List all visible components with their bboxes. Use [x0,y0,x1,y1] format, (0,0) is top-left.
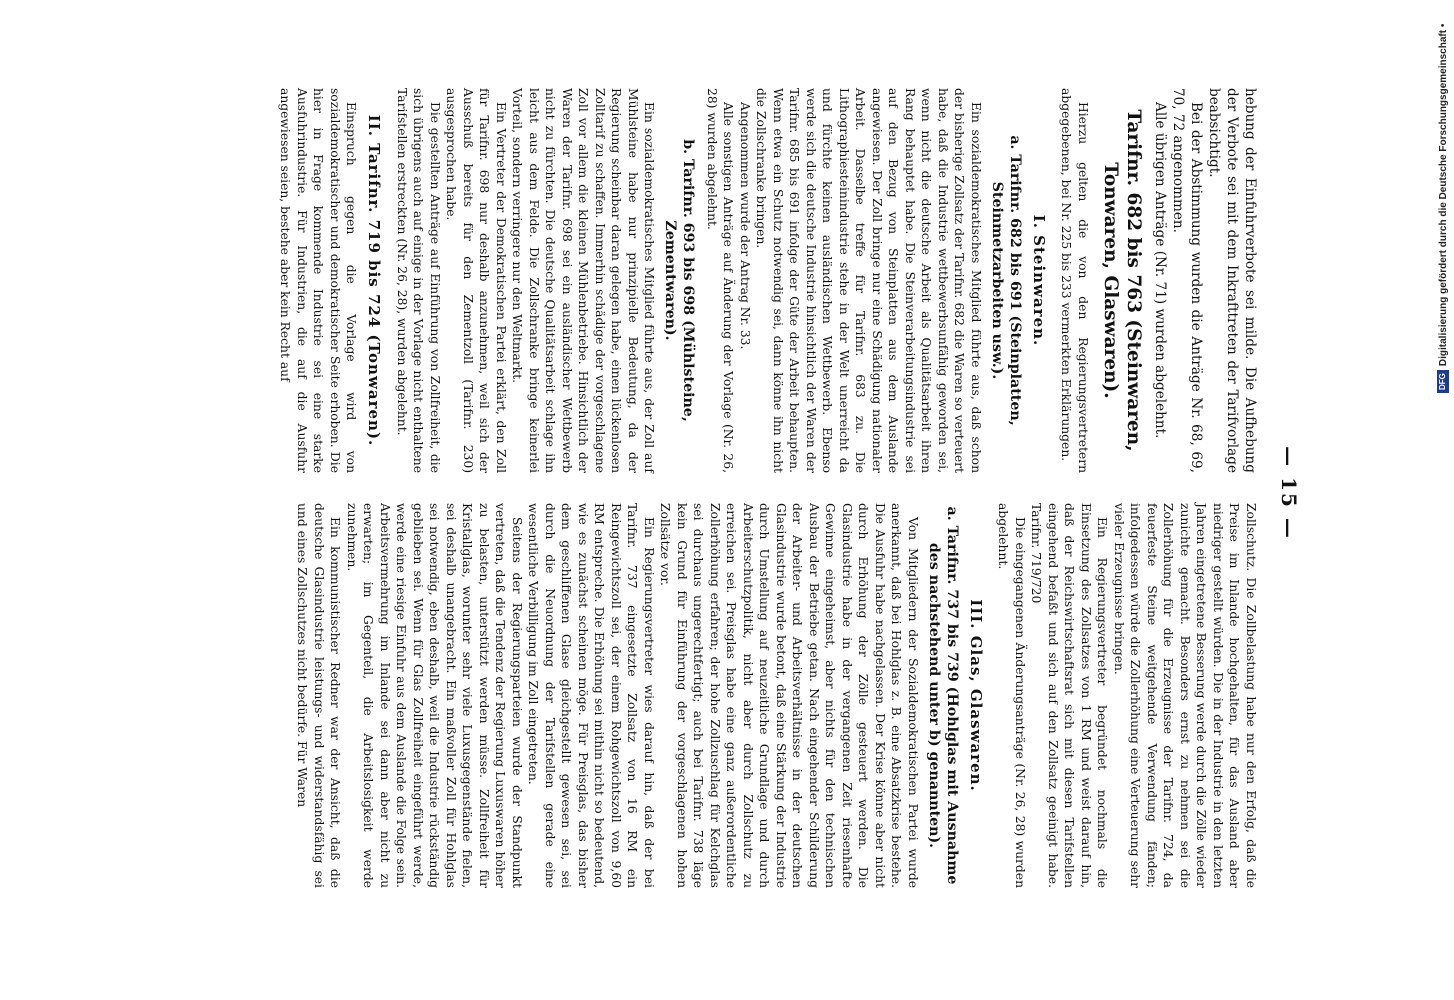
section-heading: III. Glas, Glaswaren. [967,599,985,792]
paragraph: Die eingegangenen Änderungsanträge (Nr. 26, 28) wurden abgelehnt. [996,503,1027,888]
paragraph: Einspruch gegen die Vorlage wird von sozialdemokratischer und demokratischer Seite erhoben. Die hier in Frage kommende Industrie sei eine starke Ausfuhrindustrie. Für Industrien, die auf die Ausfuhr angewiesen seien, bestehe aber kein Recht auf [278,88,359,473]
subsection-heading: b. Tarifnr. 693 bis 698 (Mühlsteine, Zementwaren). [662,139,697,422]
section-heading: Tarifnr. 682 bis 763 (Steinwaren, Tonwaren, Glaswaren). [1099,109,1144,452]
paragraph: Ein Vertreter der Demokratischen Partei erklärt, den Zoll für Tarifnr. 698 nur deshalb anzunehmen, weil sich der Ausschuß bereits für den Zementzoll (Tarifnr. 230) ausgesprochen habe. [444,88,508,473]
subsection-heading: a. Tarifnr. 737 bis 739 (Hohlglas mit Ausnahme des nachstehend unter b) genannten). [925,506,960,885]
section-heading: II. Tarifnr. 719 bis 724 (Tonwaren). [365,114,384,447]
digitization-notice [1414,8,1449,393]
paragraph: Hierzu gelten die von den Regierungsvertretern abgegebenen, bei Nr. 225 bis 233 vermerkten Erklärungen. [1059,88,1090,473]
paragraph: Ein kommunistischer Redner war der Ansicht, daß die deutsche Glasindustrie leistungs- und widerstandsfähig sei und eines Zollschutzes nicht bedürfe. Für Waren [295,503,343,888]
paragraph: Ein sozialdemokratisches Mitglied führte aus, der Zoll auf Mühlsteine habe nur prinzipielle Bedeutung, da der Regierung scheinbar daran gelegen habe, einen lückenlosen Zolltarif zu schaffen. Immerhin schädige der vorgeschlagene Zoll vor allem die kleinen Mühlenbetriebe. Hinsichtlich der Waren der Tarifnr. 698 sei ein ausländischer Wettbewerb nicht zu fürchten. Die deutsche Qualitätsarbeit schlage ihn leicht aus dem Felde. Die Zollschranke bringe keinerlei Vorteil, sondern verringere nur den Weltmarkt. [510,88,657,473]
paragraph: hebung der Einfuhrverbote sei milde. Die Aufhebung der Verbote sei mit dem Inkrafttreten der Tarifvorlage beabsichtigt. [1205,88,1258,473]
paragraph: Zollschutz. Die Zollbelastung habe nur den Erfolg, daß die Preise im Inlande hochgehalten, für das Ausland aber niedriger gestellt würden. Die in der Industrie in den letzten Jahren eingetretene Besserung werde durch die Zölle wieder zunichte gemacht. Besonders ernst zu nehmen sei die Zollerhöhung für die Erzeugnisse der Tarifnr. 724, da feuerfeste Steine weitgehende Verwendung fänden; infolgedessen würde die Zollerhöhung eine Verteuerung sehr vieler Erzeugnisse bringen. [1112,503,1258,888]
paragraph: Die gestellten Anträge auf Einführung von Zollfreiheit, die sich übrigens auch auf einige in der Vorlage nicht enthaltene Tarifstellen erstreckten (Nr. 26, 28), wurden abgelehnt. [394,88,442,473]
paragraph: Bei der Abstimmung wurden die Anträge Nr. 68, 69, 70, 72 angenommen. [1169,88,1204,473]
paragraph: Seitens der Regierungsparteien wurde der Standpunkt vertreten, daß die Tendenz der Regierung Luxuswaren höher zu belasten, unterstützt werden müsse. Zollfreiheit für Kristallglas, worunter sehr viele Luxusgegenstände fielen, sei deshalb unangebracht. Ein maßvoller Zoll für Hohlglas sei notwendig, eben deshalb, weil die Industrie rückständig geblieben sei. Wenn für Glas Zollfreiheit eingeführt werde, werde eine riesige Einfuhr aus dem Auslande die Folge sein. Arbeitsvermehrung im Inlande sei dann aber nicht zu erwarten; im Gegenteil, die Arbeitslosigkeit werde zunehmen. [344,503,524,888]
left-column [277,88,1259,473]
page-number: — 15 — [1277,446,1301,540]
section-heading: I. Steinwaren. [1029,214,1048,347]
paragraph: Von Mitgliedern der Sozialdemokratischen Partei wurde anerkannt, daß bei Hohlglas z. B. eine Absatzkrise bestehe. Die Ausfuhr habe nachgelassen. Der Krise könne aber nicht durch Erhöhung der Zölle gesteuert werden. Die Glasindustrie habe in der vergangenen Zeit riesenhafte Gewinne eingeheimst, aber nichts für den technischen Ausbau der Betriebe getan. Nach eingehender Schilderung der Arbeiter- und Arbeitsverhältnisse in der deutschen Glasindustrie wurde betont, daß eine Stärkung der Industrie durch Umstellung auf neuzeitliche Grundlage und durch Arbeiterschutzpolitik, nicht aber durch Zollschutz zu erreichen sei. Preisglas habe eine ganz außerordentliche Zollerhöhung erfahren; der hohe Zollzuschlag für Kelchglas sei durchaus ungerechtfertigt; auch bei Tarifnr. 738 läge kein Grund für Einführung der vorgeschlagenen hohen Zollsätze vor. [658,503,920,888]
paragraph: Ein sozialdemokratisches Mitglied führte aus, daß schon der bisherige Zollsatz der Tarifnr. 682 die Waren so verteuert habe, daß die Industrie wettbewerbsunfähig geworden sei, wenn nicht die deutsche Arbeit als Qualitätsarbeit ihren Rang behauptet habe. Die Steinverarbeitungsindustrie sei auf den Bezug von Steinplatten aus dem Auslande angewiesen. Der Zoll bringe nur eine Schädigung nationaler Arbeit. Dasselbe treffe für Tarifnr. 683 zu. Die Lithographiesteinindustrie stehe in der Welt unerreicht da und fürchte keinen ausländischen Wettbewerb. Ebenso werde sich die deutsche Industrie hinsichtlich der Waren der Tarifnr. 685 bis 691 infolge der Güte der Arbeit behaupten. Wenn etwa ein Schutz notwendig sei, dann könne ihn nicht die Zollschranke bringen. [754,88,983,473]
paragraph: Angenommen wurde der Antrag Nr. 33. [737,102,752,350]
digitization-text: Digitalisierung gefördert durch die Deutsche Forschungsgemeinschaft • [1438,23,1449,367]
paragraph: Alle sonstigen Anträge auf Änderung der Vorlage (Nr. 26, 28) wurden abgelehnt. [704,88,736,473]
document-page [101,88,1301,898]
subsection-heading: a. Tarifnr. 682 bis 691 (Steinplatten, Steinmetzarbeiten usw.). [988,135,1023,426]
paragraph: Alle übrigen Anträge (Nr. 71) wurden abgelehnt. [1151,102,1168,439]
right-column [294,503,1259,888]
paragraph: Ein Regierungsvertreter wies darauf hin, daß der bei Tarifnr. 737 eingesetzte Zollsatz von 16 RM ein Reingewichtszoll sei, der einem Rohgewichtszoll von 9,60 RM entspreche. Die Erhöhung sei mithin nicht so bedeutend, wie es zunächst scheinen möge. Für Preisglas, das bisher dem geschliffenen Glase gleichgestellt gewesen sei, sei durch die Neuordnung der Tarifstellen gerade eine wesentliche Verbilligung im Zoll eingetreten. [526,503,656,888]
paragraph: Ein Regierungsvertreter begründet nochmals die Einsetzung des Zollsatzes von 1 RM und weist darauf hin, daß der Reichswirtschaftsrat sich mit diesen Tarifstellen eingehend befaßt und sich auf den Zollsatz geeinigt habe. Tarifnr. 719/720 [1029,503,1110,888]
dfg-logo-icon: DFG [1437,370,1449,393]
